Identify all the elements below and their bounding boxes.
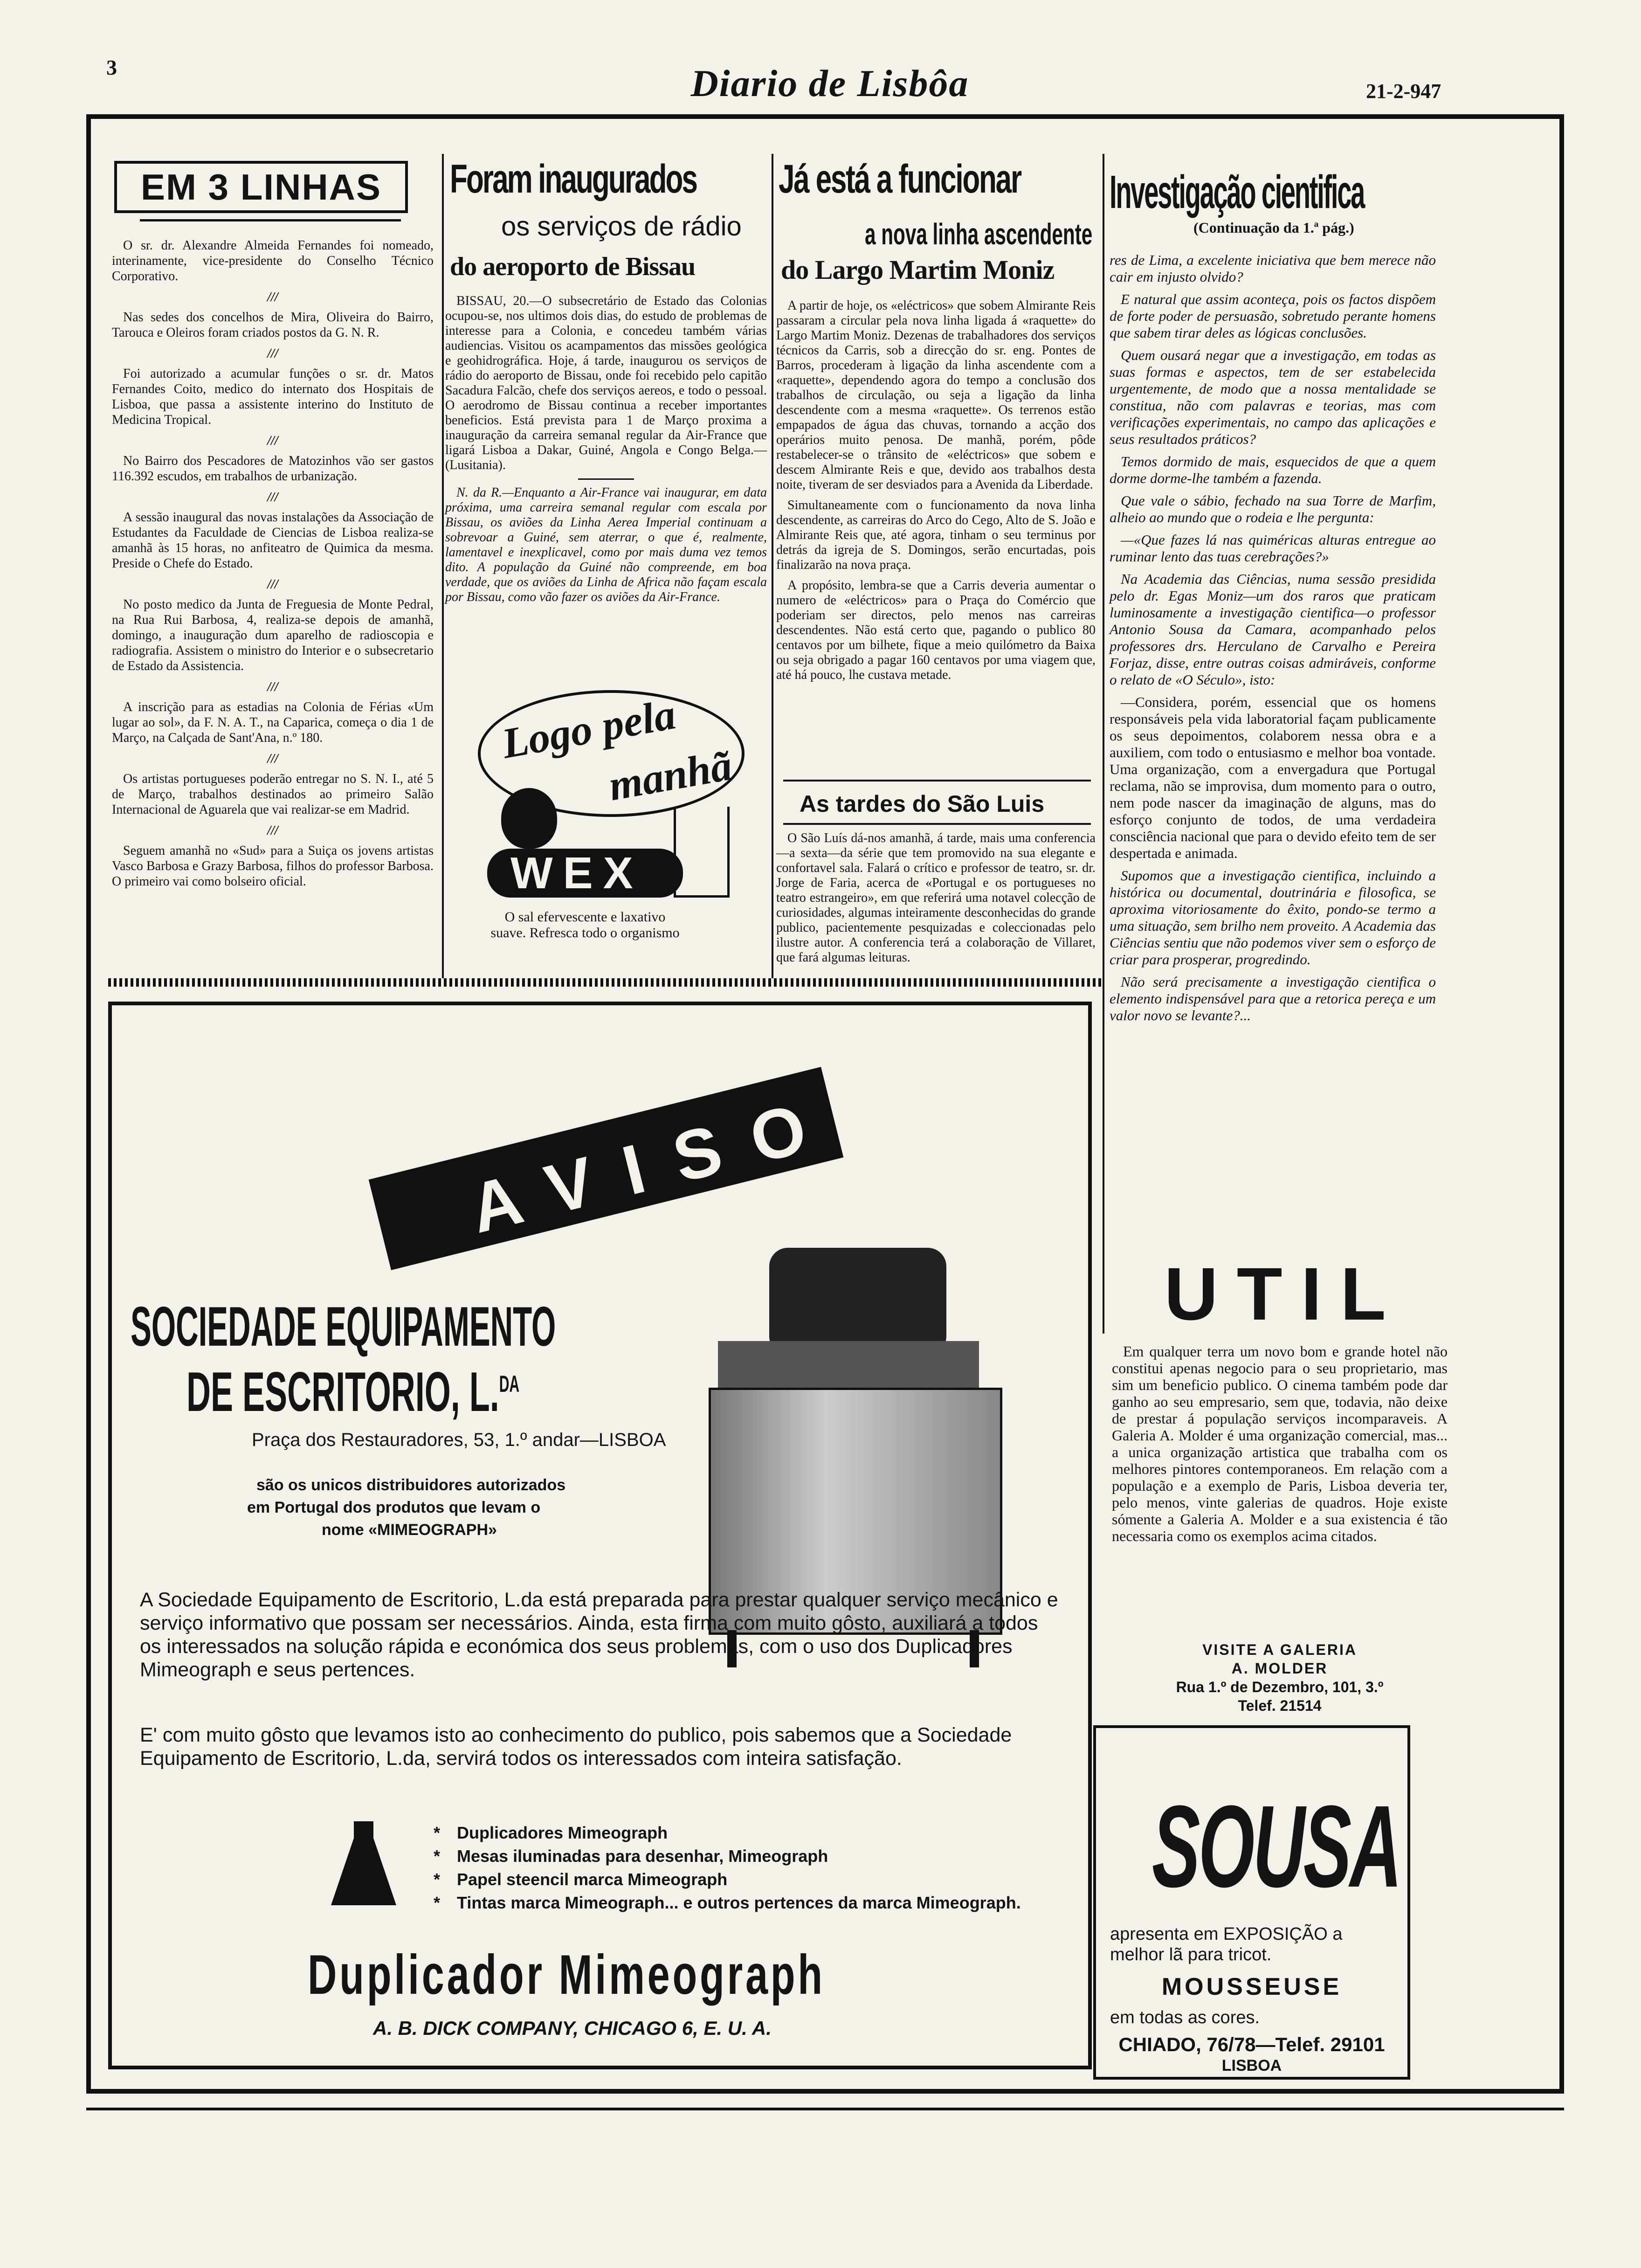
sousa-line-2: em todas as cores. [1110,2008,1260,2027]
product-list [434,1821,1040,1915]
column-rule [442,154,444,982]
product-item [434,1868,1040,1891]
ad-title: Duplicador Mimeograph [308,1943,825,2006]
weight-icon [331,1821,396,1905]
ornamental-rule [108,978,1101,987]
distributor-line: em Portugal dos produtos que levam o [247,1499,541,1516]
article-body: Que vale o sábio, fechado na sua Torre de Marfim, alheio ao mundo que o rodeia e lhe pergunta: [1110,492,1436,526]
util-title: UTIL [1164,1252,1405,1335]
wex-ad [469,681,748,970]
brief-item: Os artistas portugueses poderão entregar no S. N. I., até 5 de Março, trabalhos destinados ao primeiro Salão Internacional de Aguarela que vai realizar-se em Madrid. [112,772,434,817]
sousa-line-1: apresenta em EXPOSIÇÃO a melhor lã para tricot. [1110,1924,1343,1964]
bullet-icon: * [434,1870,441,1889]
util-ad [1107,1254,1452,1688]
util-footer-3: Rua 1.º de Dezembro, 101, 3.º [1176,1679,1384,1695]
column-rule [772,154,773,982]
product-item [434,1821,1040,1845]
masthead: Diario de Lisbôa [690,62,969,104]
article-body: Quem ousará negar que a investigação, em todas as suas formas e aspectos, tem de ser estabelecida urgentemente, de modo que a nossa mentalidade se constitua, não com palavras e teorias, mas com verificações experimentais, no campo das aplicações e seus resultados práticos? [1110,347,1436,447]
sub-headline: As tardes do São Luis [800,791,1045,817]
brief-separator: /// [267,823,278,838]
page-date: 21-2-947 [1366,80,1441,103]
brief-item: A inscrição para as estadias na Colonia de Férias «Um lugar ao sol», da F. N. A. T., na Caparica, começa o dia 1 de Março, na Calçada de Sant'Ana, n.º 180. [112,700,434,745]
article-body: E natural que assim aconteça, pois os factos dispõem de forte poder de persuasão, sobretudo perante homens que sabem tirar deles as lógicas conclusões. [1110,291,1436,341]
brief-item: Seguem amanhã no «Sud» para a Suiça os jovens artistas Vasco Barbosa e Grazy Barbosa, filhos do professor Barbosa. O primeiro vai como bolseiro oficial. [112,844,434,889]
editor-note: N. da R.—Enquanto a Air-France vai inaugurar, em data próxima, uma carreira semanal regular com escala por Bissau, os aviões da Linha Aerea Imperial continuam a sobrevoar a Guiné, sem aterrar, o que é, realmente, lamentavel e inexplicavel, como por mais duma vez temos dito. A população da Guiné não compreende, em boa verdade, que os aviões da Linha de Africa não façam escala por Bissau, como vão fazer os aviões da Air-France. [445,485,767,604]
page-number: 3 [106,55,117,79]
company-name-2 [186,1360,519,1424]
headline-bissau-2: os serviços de rádio [501,211,742,242]
mimeograph-ad [108,1002,1092,2069]
util-footer-1: VISITE A GALERIA [1202,1641,1357,1658]
brief-item: Nas sedes dos concelhos de Mira, Oliveira do Bairro, Tarouca e Oleiros foram criados postos da G. N. R. [112,310,434,340]
ad-maker: A. B. DICK COMPANY, CHICAGO 6, E. U. A. [373,2017,772,2039]
company-name-2-text: DE ESCRITORIO, L. [186,1361,499,1423]
product-label: Papel steencil marca Mimeograph [457,1870,728,1889]
article-bissau [445,294,767,604]
column-rule [1103,154,1104,1334]
brief-separator: /// [267,346,278,361]
wex-brand: WEX [510,848,643,898]
headline-martim-1: Já está a funcionar [779,157,1021,201]
headline-investigacao: Investigação cientifica [1110,166,1365,218]
article-body: —Considera, porém, essencial que os homens responsáveis pela vida laboratorial façam publicamente os seus depoimentos, colaborem nessa obra e a auxiliem, com todo o entusiasmo e melhor boa vontade. Uma organização, com a envergadura que Portugal reclama, não se improvisa, dum momento para o outro, nem pode nascer da imaginação de alguns, mas do esforço conjunto de todos, de uma verdadeira consciência nacional que para o devido efeito tem de ser despertada e animada. [1110,694,1436,861]
title-underline [140,219,401,221]
product-label: Mesas iluminadas para desenhar, Mimeograph [457,1846,828,1866]
article-body: Na Academia das Ciências, numa sessão presidida pelo dr. Egas Moniz—um dos raros que praticam luminosamente a investigação cientifica—o professor Antonio Sousa da Camara, acompanhado pelos professores drs. Herculano de Carvalho e Pereira Forjaz, disse, entre outras coisas admiráveis, conforme o relato de «O Século», isto: [1110,571,1436,688]
article-body: res de Lima, a excelente iniciativa que bem merece não cair em injusto olvido? [1110,252,1436,285]
distributor-line: são os unicos distribuidores autorizados [256,1476,566,1494]
article-investigacao [1110,252,1436,1245]
util-body: Em qualquer terra um novo bom e grande hotel não constitui apenas negocio para o seu proprietario, mas sim um beneficio publico. O cinema também pode dar ganho ao seu empresario, sem que, todavia, não deixe de prestar á população serviços incomparaveis. A Galeria A. Molder é uma organização comercial, mas... a unica organização artistica que trabalha com os melhores pintores contemporaneos. Em relação com a população e a exemplo de Paris, Lisboa deveria ter, pelo menos, vinte galerias de quadros. Hoje existe sómente a Galeria A. Molder e a sua existencia é tão necessaria como os exemplos acima citados. [1112,1343,1448,1544]
headline-martim-2: a nova linha ascendente [865,217,1093,251]
brief-item: No posto medico da Junta de Freguesia de Monte Pedral, na Rua Rui Barbosa, 4, realiza-se depois de amanhã, domingo, a inauguração dum aparelho de radioscopia e radiografia. Assistem o ministro do Interior e o subsecretario de Estado da Assistencia. [112,597,434,673]
wex-slogan-2: manhã [605,741,736,810]
bird-icon [501,788,557,849]
divider [783,823,1091,825]
divider [578,478,634,480]
ad-paragraph: A Sociedade Equipamento de Escritorio, L.da está preparada para prestar qualquer serviço mecânico e serviço informativo que possam ser necessários. Ainda, esta firma com muito gôsto, auxiliará a todos os interessados na solução rápida e económica dos seus problemas, com o uso dos Duplicadores Mimeograph e seus pertences. [140,1589,1058,1681]
distributor-line: nome «MIMEOGRAPH» [322,1521,497,1539]
sousa-city: LISBOA [1221,2057,1282,2074]
brief-separator: /// [267,434,278,448]
section-title: EM 3 LINHAS [140,166,382,207]
article-body: BISSAU, 20.—O subsecretário de Estado das Colonias ocupou-se, nos ultimos dois dias, do estudo de problemas de interesse para a Colonia, e concedeu também várias audiencias. Visitou os acampamentos das missões geológica e geohidrográfica. Hoje, á tarde, inaugurou os serviços de rádio do aeroporto de Bissau, onde foi recebido pelo capitão Sacadura Falcão, chefe dos serviços aereos, e todo o pessoal. O aerodromo de Bissau continua a receber importantes beneficios. Está prevista para 1 de Março proxima a inauguração da carreira semanal regular da Air-France que ligará Lisboa a Dakar, Guiné, Angola e Congo Belga.—(Lusitania). [445,294,767,472]
bullet-icon: * [434,1823,441,1842]
brief-separator: /// [267,490,278,505]
article-body: O São Luís dá-nos amanhã, á tarde, mais uma conferencia—a sexta—da série que tem promovido na sua elegante e confortavel sala. Falará o crítico e professor de teatro, sr. dr. Jorge de Faria, acerca de «Portugal e os portugueses no teatro estrangeiro», em que referirá uma notavel colecção de curiosidades, algumas inteiramente desconhecidas do grande publico, pacientemente pesquizadas e coleccionadas pelo ilustre autor. A conferencia terá a colaboração de Villaret, que fará algumas leituras. [776,831,1096,965]
headline-martim-3: do Largo Martim Moniz [781,255,1055,285]
company-name-1: SOCIEDADE EQUIPAMENTO [131,1295,556,1358]
brief-item: Foi autorizado a acumular funções o sr. dr. Matos Fernandes Coito, medico do internato dos Hospitais de Lisboa, que passa a assistente interino do Instituto de Medicina Tropical. [112,366,434,427]
util-footer-2: A. MOLDER [1231,1660,1328,1677]
sousa-product: MOUSSEUSE [1161,1973,1342,2000]
article-body: Supomos que a investigação cientifica, incluindo a histórica ou documental, doutrinária e filosofica, se aproxima vitoriosamente do êxito, pondo-se termo a uma situação, sem brilho nem proveito. A Academia das Ciências sentiu que não podemos viver sem o esforço de criar para prosperar, progredindo. [1110,867,1436,968]
article-body: A propósito, lembra-se que a Carris deveria aumentar o numero de «eléctricos» para o Praça do Comércio que poderiam ser directos, pelo menos nas carreiras descendentes. Não está certo que, pagando o publico 80 centavos por um bilhete, fique a meio quilómetro da Baixa ou seja obrigado a pagar 160 centavos por uma viagem que, até há pouco, lhe custava metade. [776,578,1096,682]
article-martim-moniz [776,298,1096,774]
company-address: Praça dos Restauradores, 53, 1.º andar—LISBOA [252,1430,666,1450]
ad-paragraph: E' com muito gôsto que levamos isto ao conhecimento do publico, pois sabemos que a Sociedade Equipamento de Escritorio, L.da, servirá todos os interessados com inteira satisfação. [140,1724,1012,1770]
sousa-ad [1093,1725,1410,2080]
headline-bissau-3: do aeroporto de Bissau [450,252,696,281]
headline-bissau-1: Foram inaugurados [450,157,697,201]
continuation-note: (Continuação da 1.ª pág.) [1193,219,1354,236]
article-body: Temos dormido de mais, esquecidos de que a quem dorme dorme-lhe também a fazenda. [1110,453,1436,486]
divider [783,780,1091,781]
article-body: Simultaneamente com o funcionamento da nova linha descendente, as carreiras do Arco do Cego, Alto de S. João e Almirante Reis que, até agora, tinham o seu terminus por detrás da igreja de S. Domingos, serão encurtadas, pois finalizarão na nova praça. [776,498,1096,572]
article-body: Não será precisamente a investigação cientifica o elemento indispensável para que a retorica pereça e um valor novo se levante?... [1110,974,1436,1023]
util-footer-4: Telef. 21514 [1238,1697,1322,1714]
product-item [434,1891,1040,1915]
glass-icon [674,807,730,898]
article-body: A partir de hoje, os «eléctricos» que sobem Almirante Reis passaram a circular pela nova linha ligada á «raquette» do Largo Martim Moniz. Dezenas de trabalhadores dos serviços técnicos da Carris, sob a direcção do sr. eng. Pontes de Barros, procederam à ligação da linha ascendente com a «raquette», dependendo agora do tempo a conclusão dos trabalhos de circulação, ou seja a ligação da linha descendente com a mesma «raquette». Os terrenos estão empapados de água das chuvas, tornando a acção dos operários muito penosa. De manhã, porém, pôde restabelecer-se o trânsito de «eléctricos» que sobem e descem Almirante Reis e que, devido aos trabalhos desta noite, tiveram de ser desviados para a Avenida da Liberdade. [776,298,1096,492]
brief-item: No Bairro dos Pescadores de Matozinhos vão ser gastos 116.392 escudos, em trabalhos de urbanização. [112,454,434,484]
aviso-text: AVISO [462,1081,846,1248]
bottom-rule [86,2108,1564,2110]
product-label: Tintas marca Mimeograph... e outros pertences da marca Mimeograph. [457,1893,1021,1912]
wex-caption: O sal efervescente e laxativo suave. Refresca todo o organismo [490,909,680,940]
article-sao-luis [776,831,1096,975]
brief-separator: /// [267,577,278,592]
briefs-column [112,238,434,975]
bullet-icon: * [434,1846,441,1866]
brief-separator: /// [267,752,278,766]
brief-item: A sessão inaugural das novas instalações da Associação de Estudantes da Faculdade de Ciencias de Lisboa realiza-se amanhã às 15 horas, no anfiteatro de Quimica da mesma. Preside o Chefe do Estado. [112,510,434,571]
product-item [434,1845,1040,1868]
wex-slogan-1: Logo pela [498,690,679,768]
brief-item: O sr. dr. Alexandre Almeida Fernandes foi nomeado, interinamente, vice-presidente do Conselho Técnico Corporativo. [112,238,434,284]
sousa-address: CHIADO, 76/78—Telef. 29101 [1118,2033,1385,2055]
brief-separator: /// [267,290,278,304]
section-title-box [114,161,408,213]
article-body: —«Que fazes lá nas quiméricas alturas entregue ao ruminar lento das tuas cerebrações?» [1110,532,1436,565]
bullet-icon: * [434,1893,441,1912]
sousa-brand: SOUSA [1152,1781,1400,1911]
product-label: Duplicadores Mimeograph [457,1823,668,1842]
company-name-sup: DA [499,1371,520,1397]
brief-separator: /// [267,680,278,694]
